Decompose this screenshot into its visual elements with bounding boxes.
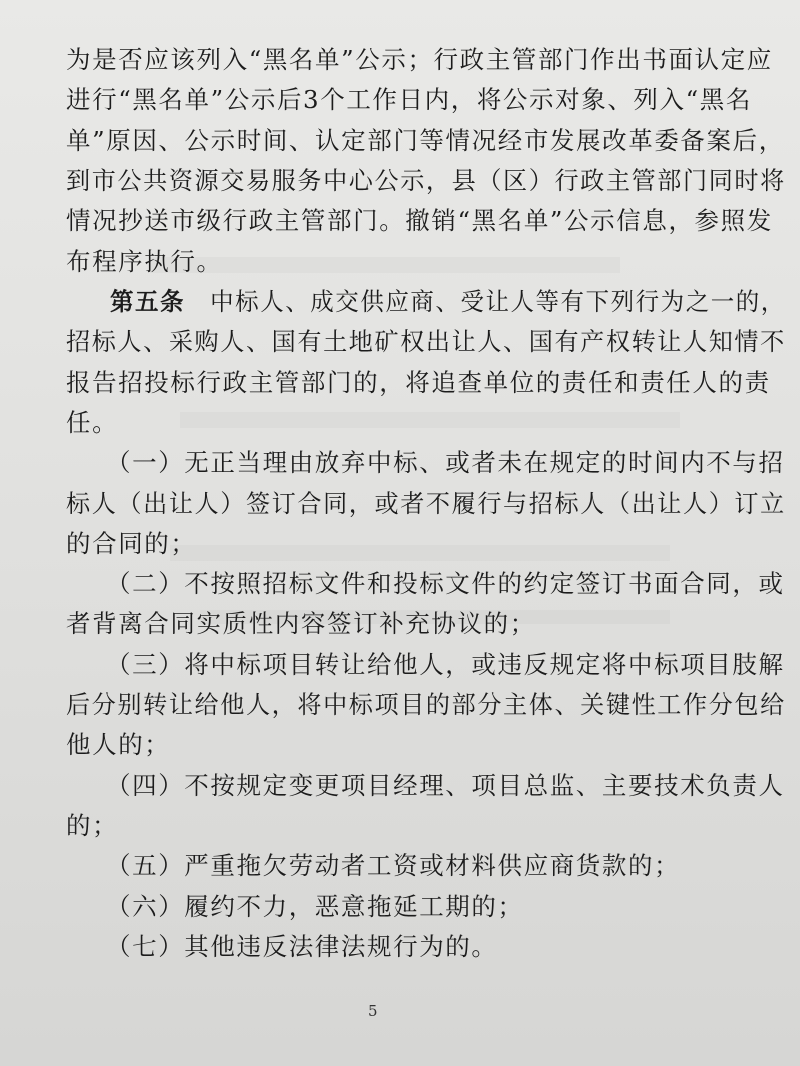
- text-line: 进行“黑名单”公示后3个工作日内，将公示对象、列入“黑名: [66, 85, 752, 114]
- list-item-line: （六）履约不力，恶意拖延工期的；: [106, 892, 524, 921]
- list-item-line: （三）将中标项目转让给他人，或违反规定将中标项目肢解: [106, 650, 785, 679]
- list-item-line: 者背离合同实质性内容签订补充协议的；: [66, 609, 536, 638]
- text-line: 情况抄送市级行政主管部门。撤销“黑名单”公示信息，参照发: [66, 206, 773, 235]
- list-item-line: （四）不按规定变更项目经理、项目总监、主要技术负责人: [106, 771, 785, 800]
- text-line: 到市公共资源交易服务中心公示，县（区）行政主管部门同时将: [66, 166, 786, 195]
- bleed-through-shadow: [180, 412, 680, 428]
- text-line: 为是否应该列入“黑名单”公示；行政主管部门作出书面认定应: [66, 45, 773, 74]
- text-line: 招标人、采购人、国有土地矿权出让人、国有产权转让人知情不: [66, 327, 786, 356]
- list-item-line: （一）无正当理由放弃中标、或者未在规定的时间内不与招: [106, 448, 785, 477]
- list-item-line: （二）不按照招标文件和投标文件的约定签订书面合同，或: [106, 569, 785, 598]
- bleed-through-shadow: [170, 545, 670, 561]
- text-line: 单”原因、公示时间、认定部门等情况经市发展改革委备案后，: [66, 126, 785, 155]
- article-spacer: [185, 287, 210, 316]
- text-line: 报告招投标行政主管部门的，将追查单位的责任和责任人的责: [66, 368, 771, 397]
- article-heading: 第五条: [110, 287, 186, 316]
- article-line: [110, 287, 786, 316]
- text-line: 任。: [66, 408, 119, 437]
- list-item-line: （五）严重拖欠劳动者工资或材料供应商货款的；: [106, 851, 681, 880]
- list-item-line: 的；: [66, 811, 119, 840]
- list-item-line: 的合同的；: [66, 529, 197, 558]
- list-item-line: （七）其他违反法律法规行为的。: [106, 932, 498, 961]
- list-item-line: 标人（出让人）签订合同，或者不履行与招标人（出让人）订立: [66, 489, 786, 518]
- article-text: 中标人、成交供应商、受让人等有下列行为之一的，: [210, 287, 786, 316]
- text-line: 布程序执行。: [66, 247, 223, 276]
- list-item-line: 他人的；: [66, 730, 171, 759]
- list-item-line: 后分别转让给他人，将中标项目的部分主体、关键性工作分包给: [66, 690, 786, 719]
- page-number: 5: [368, 1002, 378, 1020]
